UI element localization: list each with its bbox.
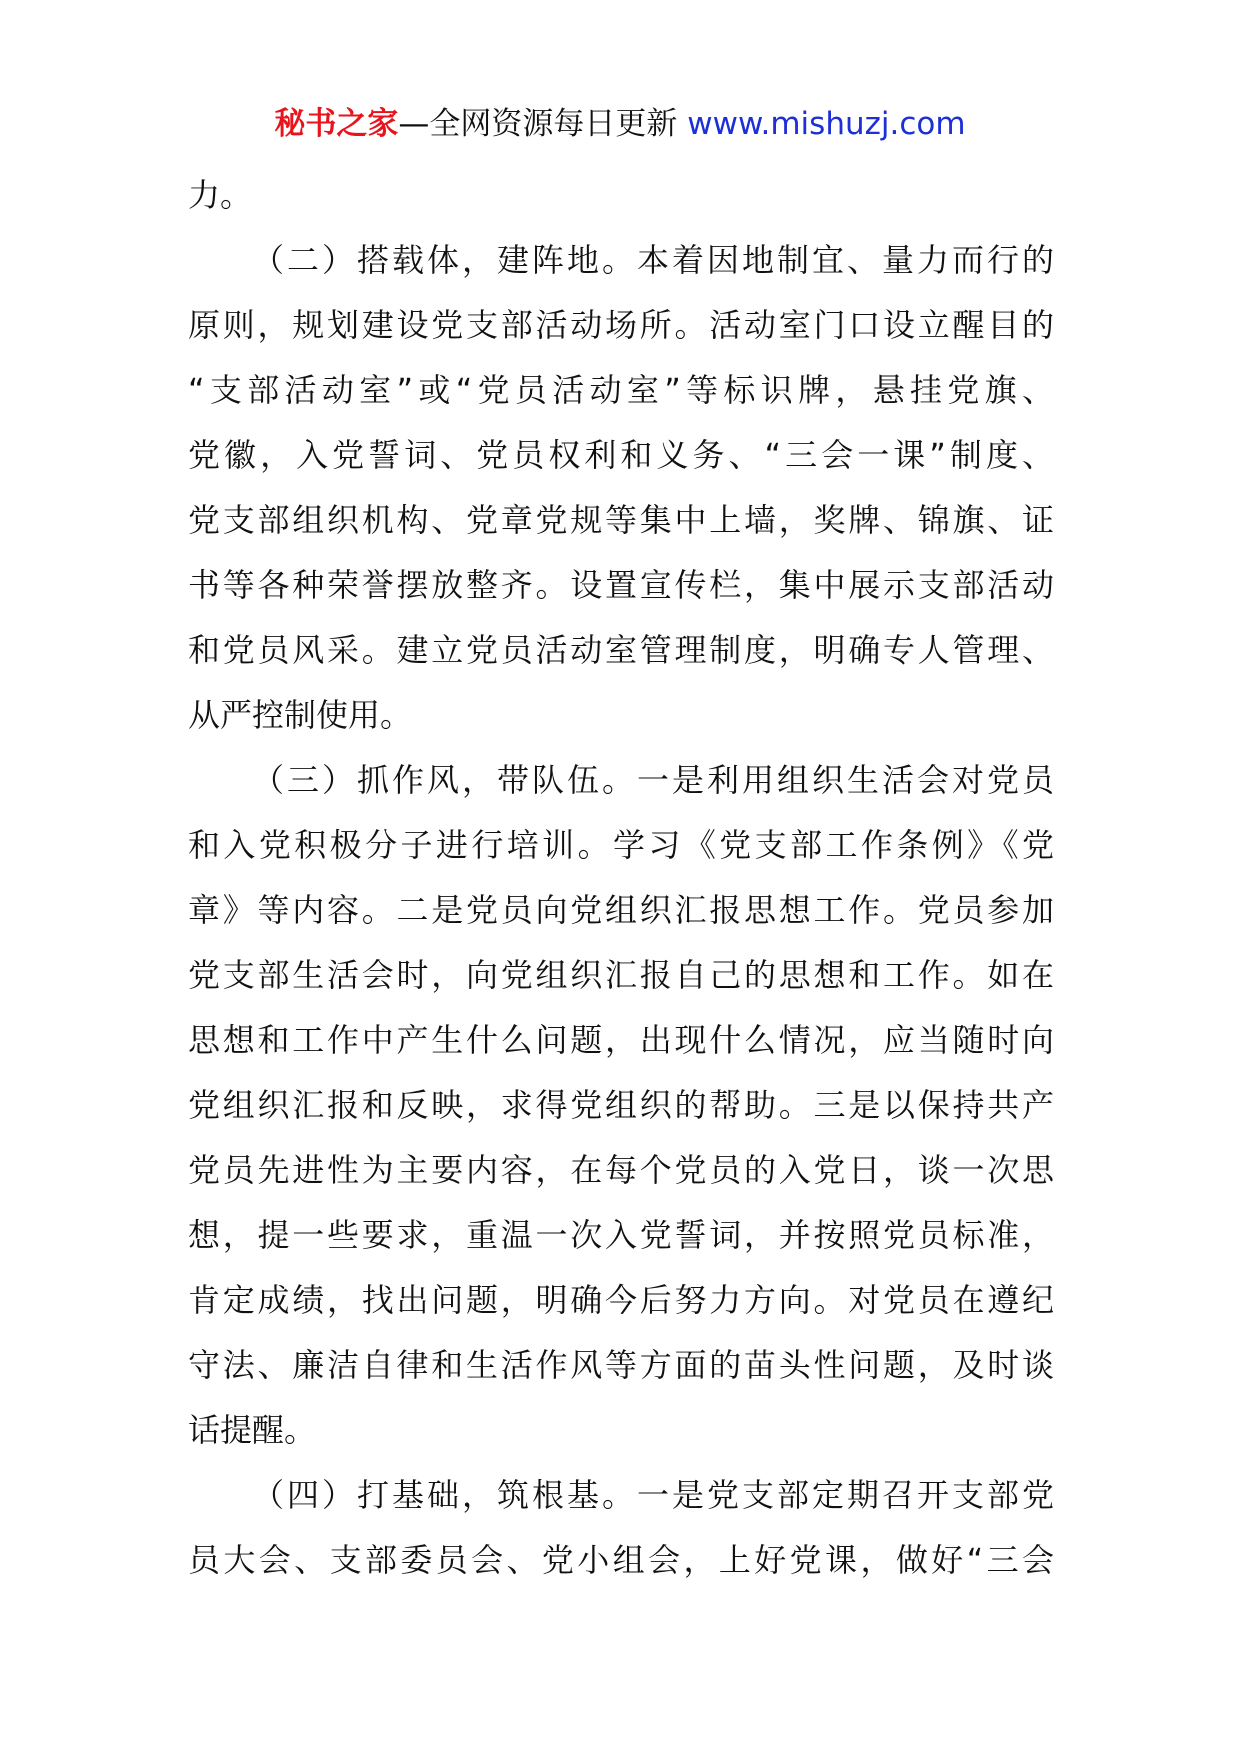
header-url-link[interactable]: www.mishuzj.com [687,106,966,142]
text-line: 肯定成绩，找出问题，明确今后努力方向。对党员在遵纪 [188,1281,1054,1319]
text-line: 员大会、支部委员会、党小组会，上好党课，做好“三会 [188,1541,1054,1579]
page-header [0,100,1240,148]
text-line: 守法、廉洁自律和生活作风等方面的苗头性问题，及时谈 [188,1346,1054,1384]
text-line: 原则，规划建设党支部活动场所。活动室门口设立醒目的 [188,306,1054,344]
text-line: 章》等内容。二是党员向党组织汇报思想工作。党员参加 [188,891,1054,929]
text-line: 党组织汇报和反映，求得党组织的帮助。三是以保持共产 [188,1086,1054,1124]
header-tagline: —全网资源每日更新 [398,106,688,142]
text-line: 从严控制使用。 [188,696,413,734]
text-line: （四）打基础，筑根基。一是党支部定期召开支部党 [252,1476,1054,1514]
text-line: （二）搭载体，建阵地。本着因地制宜、量力而行的 [252,241,1054,279]
text-line: 思想和工作中产生什么问题，出现什么情况，应当随时向 [188,1021,1054,1059]
header-brand: 秘书之家 [274,106,399,142]
text-line: 想，提一些要求，重温一次入党誓词，并按照党员标准， [188,1216,1054,1254]
text-line: （三）抓作风，带队伍。一是利用组织生活会对党员 [252,761,1054,799]
text-line: 书等各种荣誉摆放整齐。设置宣传栏，集中展示支部活动 [188,566,1054,604]
text-line: 党支部生活会时，向党组织汇报自己的思想和工作。如在 [188,956,1054,994]
text-line: 和入党积极分子进行培训。学习《党支部工作条例》《党 [188,826,1054,864]
document-body [188,163,1054,1593]
text-line: 和党员风采。建立党员活动室管理制度，明确专人管理、 [188,631,1054,669]
text-line: 力。 [188,176,253,214]
text-line: “支部活动室”或“党员活动室”等标识牌，悬挂党旗、 [188,371,1054,409]
text-line: 党员先进性为主要内容，在每个党员的入党日，谈一次思 [188,1151,1054,1189]
text-line: 话提醒。 [188,1411,317,1449]
text-line: 党支部组织机构、党章党规等集中上墙，奖牌、锦旗、证 [188,501,1054,539]
text-line: 党徽，入党誓词、党员权利和义务、“三会一课”制度、 [188,436,1054,474]
